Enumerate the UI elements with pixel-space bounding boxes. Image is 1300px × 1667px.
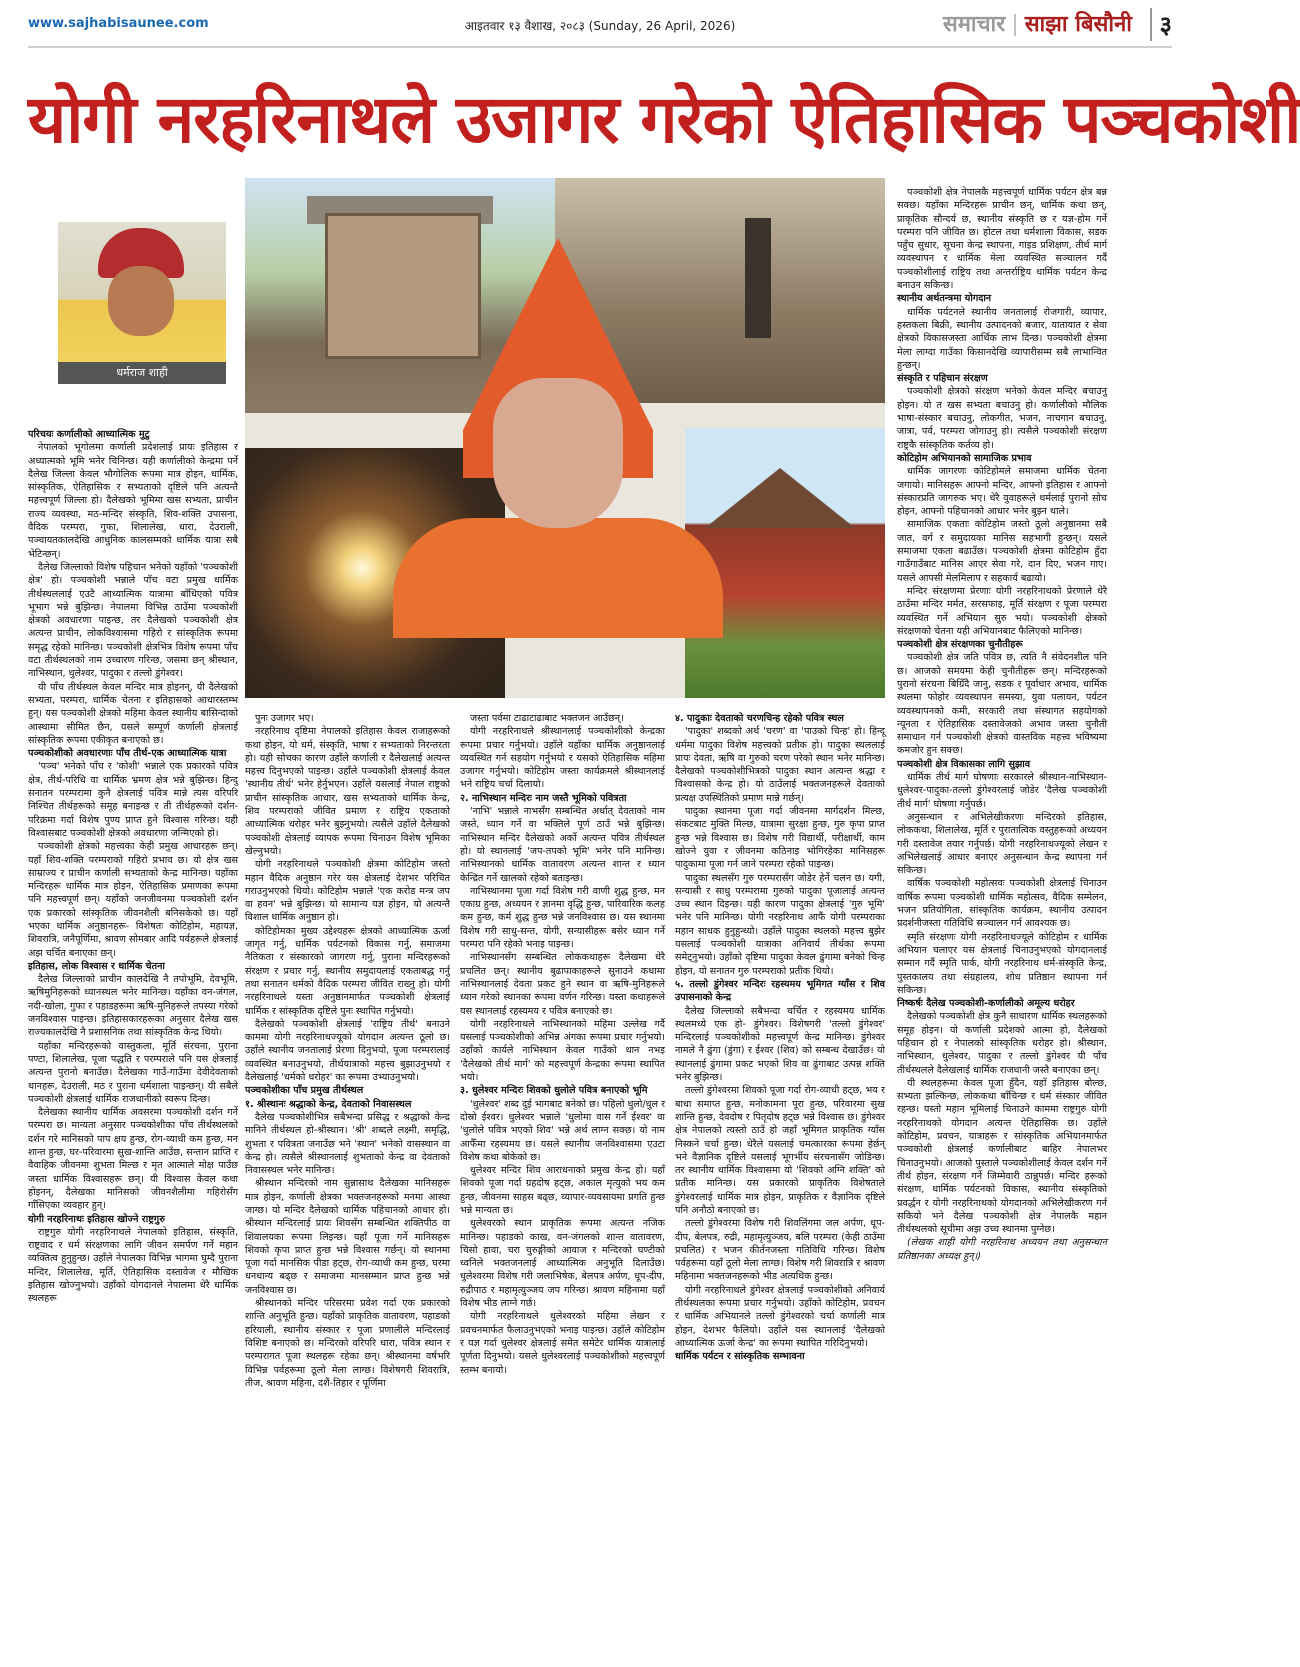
paragraph: धार्मिक पर्यटनले स्थानीय जनतालाई रोजगारी, व्यापार, हस्तकला बिक्री, स्थानीय उत्पादनको बजार, यातायात र सेवा क्षेत्रको विकासजस्ता आर्थिक लाभ दिन्छ। पञ्चकोशी क्षेत्रमा मेला लाग्दा गाउँका किसानदेखि व्यापारीसम्म सबै लाभान्वित हुन्छन्। <box>897 306 1107 371</box>
paragraph: दैलेख जिल्लाको विशेष पहिचान भनेको यहाँको 'पञ्चकोशी क्षेत्र' हो। पञ्चकोशी भन्नाले पाँच वटा प्रमुख धार्मिक तीर्थस्थललाई एउटै आध्यात्मिक यात्रामा बाँधिएको पवित्र भूभाग भन्ने बुझिन्छ। नेपालमा विभिन्न ठाउँमा पञ्चकोशी क्षेत्रको अवधारणा पाइन्छ, तर दैलेखको पञ्चकोशी क्षेत्र अत्यन्त प्राचीन, लोकविश्वासमा गहिरो र सांस्कृतिक रूपमा समृद्ध रहेको मानिन्छ। पञ्चकोशी क्षेत्रभित्र विशेष रूपमा पाँच वटा तीर्थस्थलको नाम उच्चारण गरिन्छ, जसमा छन् श्रीस्थान, नाभिस्थान, धुलेश्वर, पादुका र तल्लो डुंगेश्वर। <box>28 561 238 680</box>
subheading: पञ्चकोशी क्षेत्र संरक्षणका चुनौतीहरू <box>897 639 1023 651</box>
paragraph: पुनः उजागर भए। <box>255 713 314 724</box>
headline: योगी नरहरिनाथले उजागर गरेको ऐतिहासिक पञ्चकोशी <box>28 81 1300 158</box>
paragraph: श्रीस्थान मन्दिरको नाम सुन्नासाथ दैलेखका मानिसहरू मात्र होइन, कर्णाली क्षेत्रका भक्तजनहरूको मनमा आस्था जाग्छ। यो मन्दिर दैलेखको धार्मिक पहिचानको आधार हो। श्रीस्थान मन्दिरलाई प्रायः शिवसँग सम्बन्धित शक्तिपीठ वा शिवालयका रूपमा लिइन्छ। यहाँ पूजा गर्ने मानिसहरू शिवको कृपा प्राप्त हुन्छ भन्ने विश्वास गर्छन्। यो स्थानमा पूजा गर्दा मानसिक पीडा हट्छ, रोग-व्याधी कम हुन्छ, घरमा धनधान्य बढ्छ र समाजमा मानसम्मान प्राप्त हुन्छ भन्ने जनविश्वास छ। <box>245 1178 450 1296</box>
date-line: आइतवार १३ वैशाख, २०८३ (Sunday, 26 April, 2026) <box>464 19 736 33</box>
paragraph: जस्ता पर्वमा टाढाटाढाबाट भक्तजन आउँछन्। <box>470 713 624 724</box>
paragraph: स्मृति संरक्षणः योगी नरहरिनाथज्यूले कोटिहोम र धार्मिक अभियान चलाएर यस क्षेत्रलाई चिनाउनुभएको योगदानलाई सम्मान गर्दै स्मृति पार्क, योगी नरहरिनाथ धर्म-संस्कृति केन्द्र, पुस्तकालय तथा संग्रहालय, शोध प्रतिष्ठान स्थापना गर्न सकिन्छ। <box>897 931 1107 996</box>
paragraph: कोटिहोमका मुख्य उद्देश्यहरू क्षेत्रको आध्यात्मिक ऊर्जा जागृत गर्नु, धार्मिक पर्यटनको विकास गर्नु, समाजमा नैतिकता र संस्कारको जागरण गर्नु, पुराना मन्दिरहरूको संरक्षण र प्रचार गर्नु, स्थानीय समुदायलाई एकताबद्ध गर्नु तथा सनातन धर्मको वैदिक परम्परा जीवित राख्नु हो। योगी नरहरिनाथले यस्ता अनुष्ठानमार्फत पञ्चकोशी क्षेत्रलाई धार्मिक र सांस्कृतिक दृष्टिले पुनः स्थापित गर्नुभयो। <box>245 925 450 1017</box>
paragraph: योगी नरहरिनाथले नाभिस्थानको महिमा उल्लेख गर्दै यसलाई पञ्चकोशीको अभिन्न अंगका रूपमा प्रचार गर्नुभयो। उहाँको कार्यले नाभिस्थान केवल गाउँको थान नभइ 'दैलेखको तीर्थ मार्ग' को महत्त्वपूर्ण केन्द्रका रूपमा स्थापित भयो। <box>460 1018 665 1084</box>
paragraph: सामाजिक एकताः कोटिहोम जस्तो ठूलो अनुष्ठानमा सबै जात, वर्ग र समुदायका मानिस सहभागी हुन्छन्। यसले समाजमा एकता बढाउँछ। पञ्चकोशी क्षेत्रमा कोटिहोम हुँदा गाउँगाउँबाट मानिस आएर सेवा गरे, दान दिए, भजन गाए। यसले आपसी मेलमिलाप र सहकार्य बढायो। <box>897 519 1107 584</box>
masthead-bar <box>28 10 1172 48</box>
subheading: योगी नरहरिनाथः इतिहास खोज्ने राष्ट्रगुरु <box>28 1213 165 1225</box>
photo-collage <box>245 178 885 698</box>
paragraph: दैलेखको पञ्चकोशी क्षेत्रलाई 'राष्ट्रिय तीर्थ' बनाउने काममा योगी नरहरिनाथज्यूको योगदान अत्यन्त ठूलो छ। उहाँले स्थानीय जनतालाई प्रेरणा दिनुभयो, पूजा परम्परालाई व्यवस्थित बनाउनुभयो, तीर्थयात्राको महत्त्व बुझाउनुभयो र दैलेखलाई 'धर्मको धरोहर' का रूपमा उभ्याउनुभयो। <box>245 1018 450 1084</box>
subheading: पञ्चकोशी क्षेत्र विकासका लागि सुझाव <box>897 758 1031 770</box>
paragraph: 'पञ्च' भनेको पाँच र 'कोशी' भन्नाले एक प्रकारको पवित्र क्षेत्र, तीर्थ-परिधि वा धार्मिक भ्रमण क्षेत्र भन्ने बुझिन्छ। हिन्दु सनातन परम्परामा कुनै क्षेत्रलाई पवित्र मान्ने त्यस वरिपरि निश्चित तीर्थहरूको समूह बनाइन्छ र ती तीर्थहरूको दर्शन-परिक्रमा गर्दा विशेष पुण्य प्राप्त हुने विश्वास गरिन्छ। यही विश्वासबाट पञ्चकोशी क्षेत्रको अवधारणा जन्मिएको हो। <box>28 761 238 839</box>
paragraph: पादुका स्थलसँग गुरु परम्परासँग जोडेर हेर्ने चलन छ। यगी, सन्यासी र साधु परम्परामा गुरुको पादुका पूजालाई अत्यन्त उच्च स्थान दिइन्छ। यही कारण पादुका क्षेत्रलाई 'गुरु भूमि' भनेर पनि मानिन्छ। योगी नरहरिनाथ आफैं योगी परम्पराका महान साधक हुनुहुन्थ्यो। उहाँले पादुका स्थलको महत्त्व बुझेर यसलाई पञ्चकोशी यात्राका अनिवार्य तीर्थका रूपमा समेट्नुभयो। उहाँको दृष्टिमा पादुका केवल ढुंगामा बनेको चिन्ह होइन, यो सनातन गुरु परम्पराको प्रतीक थियो। <box>675 872 885 977</box>
paragraph: यी पाँच तीर्थस्थल केवल मन्दिर मात्र होइनन्, यी दैलेखको सभ्यता, परम्परा, धार्मिक चेतना र इतिहासको आधारस्तम्भ हुन्। यस पञ्चकोशी क्षेत्रको महिमा केवल स्थानीय बासिन्दाको आस्थामा सीमित छैन, यसले सम्पूर्ण कर्णाली क्षेत्रलाई सांस्कृतिक रूपमा एकीकृत बनाएको छ। <box>28 681 238 746</box>
paragraph: दैलेख पञ्चकोशीभित्र सबैभन्दा प्रसिद्ध र श्रद्धाको केन्द्र मानिने तीर्थस्थल हो-श्रीस्थान। 'श्री' शब्दले लक्ष्मी, समृद्धि, शुभता र पवित्रता जनाउँछ भने 'स्थान' भनेको वासस्थान वा केन्द्र हो। त्यसैले श्रीस्थानलाई शुभताको केन्द्र वा देवताको निवासस्थल भनेर मानिन्छ। <box>245 1111 450 1177</box>
author-face-shape <box>108 266 174 336</box>
subheading: इतिहास, लोक विश्वास र धार्मिक चेतना <box>28 960 165 972</box>
subheading: परिचयः कर्णालीको आध्यात्मिक मुटु <box>28 429 150 440</box>
paragraph: योगी नरहरिनाथले धुलेश्वरको महिमा लेखन र प्रवचनमार्फत फैलाउनुभएको भनाइ पाइन्छ। उहाँले कोटिहोम र यज्ञ गर्दा धुलेश्वर क्षेत्रलाई समेत समेटेर धार्मिक यात्रालाई पूर्णता दिनुभयो। यसले धुलेश्वरलाई पञ्चकोशीको महत्त्वपूर्ण स्तम्भ बनायो। <box>460 1311 665 1376</box>
author-photo <box>58 222 226 362</box>
subheading: १. श्रीस्थानः श्रद्धाको केन्द्र, देवताको निवासस्थल <box>245 1098 412 1110</box>
paragraph: नाभिस्थानसँग सम्बन्धित लोककथाहरू दैलेखमा धेरै प्रचलित छन्। स्थानीय बुढापाकाहरूले सुनाउने कथामा नाभिस्थानलाई देवता प्रकट हुने स्थान वा ऋषि-मुनिहरूले ध्यान गरेको स्थानका रूपमा वर्णन गरिन्छ। यस्ता कथाहरूले यस स्थानलाई रहस्यमय र पवित्र बनाएको छ। <box>460 952 665 1017</box>
paragraph: पञ्चकोशी क्षेत्र जति पवित्र छ, त्यति नै संवेदनशील पनि छ। आजको समयमा केही चुनौतीहरू छन्। मन्दिरहरूको पुरानो संरचना बिग्रिँदै जानु, सडक र पूर्वाधार अभाव, धार्मिक स्थलमा फोहोर व्यवस्थापन समस्या, युवा पलायन, पर्यटन व्यवस्थापनको कमी, सरकारी तथा संस्थागत सहयोगको न्यूनता र ऐतिहासिक दस्तावेजको अभाव जस्ता चुनौती समाधान गर्न पञ्चकोशी क्षेत्रको वास्तविक महत्त्व भविष्यमा कमजोर हुन सक्छ। <box>897 652 1107 757</box>
paragraph: योगी नरहरिनाथले पञ्चकोशी क्षेत्रमा कोटिहोम जस्तो महान वैदिक अनुष्ठान गरेर यस क्षेत्रलाई देशभर परिचित गराउनुभएको थियो। कोटिहोम भन्नाले 'एक करोड मन्त्र जप वा हवन' भन्ने बुझिन्छ। यो सामान्य यज्ञ होइन, यो अत्यन्तै विशाल धार्मिक अनुष्ठान हो। <box>245 859 450 924</box>
paragraph: योगी नरहरिनाथले श्रीस्थानलाई पञ्चकोशीको केन्द्रका रूपमा प्रचार गर्नुभयो। उहाँले यहाँका धार्मिक अनुष्ठानलाई व्यवस्थित गर्न सहयोग गर्नुभयो र यसको ऐतिहासिक महिमा उजागर गर्नुभयो। कोटिहोम जस्ता कार्यक्रमले श्रीस्थानलाई भने राष्ट्रिय चर्चा दिलायो। <box>460 726 665 791</box>
section-news-label: समाचार <box>942 12 1006 37</box>
paragraph: नेपालको भूगोलमा कर्णाली प्रदेशलाई प्रायः इतिहास र अध्यात्मको भूमि भनेर चिनिन्छ। यही कर्णालीको केन्द्रमा पर्ने दैलेख जिल्ला केवल भौगोलिक रूपमा मात्र होइन, धार्मिक, सांस्कृतिक, ऐतिहासिक र सभ्यताको दृष्टिले पनि अत्यन्तै महत्त्वपूर्ण जिल्ला हो। दैलेखको भूमिमा खस सभ्यता, प्राचीन राज्य व्यवस्था, मठ-मन्दिर संस्कृति, शिव-शक्ति उपासना, वैदिक परम्परा, गुफा, शिलालेख, धारा, देउराली, पञ्चायतकालदेखि आधुनिक कालसम्मको धार्मिक यात्रा सबै भेटिन्छन्। <box>28 442 238 560</box>
article-column-5 <box>897 186 1107 1656</box>
subheading: संस्कृति र पहिचान संरक्षण <box>897 373 988 385</box>
paragraph: नरहरिनाथ दृष्टिमा नेपालको इतिहास केवल राजाहरूको कथा होइन, यो धर्म, संस्कृति, भाषा र सभ्यताको निरन्तरता हो। यही सोचका कारण उहाँले कर्णाली र दैलेखलाई अत्यन्त महत्त्व दिनुभएको पाइन्छ। उहाँले पञ्चकोशी क्षेत्रलाई केवल 'स्थानीय तीर्थ' भनेर हेर्नुभएन। उहाँले यसलाई नेपाल राष्ट्रको प्राचीन सांस्कृतिक आधार, खस सभ्यताको धार्मिक केन्द्र, शिव परम्पराको जीवित प्रमाण र राष्ट्रिय एकताको आध्यात्मिक धरोहर भनेर बुझ्नुभयो। त्यसैले उहाँले दैलेखको पञ्चकोशी क्षेत्रलाई व्यापक रूपमा चिनाउन विशेष भूमिका खेल्नुभयो। <box>245 726 450 857</box>
paragraph: राष्ट्रगुरु योगी नरहरिनाथले नेपालको इतिहास, संस्कृति, राष्ट्रवाद र धर्म संरक्षणका लागि जीवन समर्पण गर्ने महान व्यक्तित्व हुनुहुन्छ। उहाँले नेपालका विभिन्न भागमा घुम्दै पुराना मन्दिर, शिलालेख, मूर्ति, ऐतिहासिक दस्तावेज र मौखिक इतिहास खोज्नुभयो। उहाँको योगदानले नेपालमा धेरै धार्मिक स्थलहरू <box>28 1226 238 1305</box>
page-number: ३ <box>1150 8 1172 41</box>
paragraph: पञ्चकोशी क्षेत्रको संरक्षण भनेको केवल मन्दिर बचाउनु होइन। यो त खस सभ्यता बचाउनु हो। कर्णालीको मौलिक भाषा-संस्कार बचाउनु, लोकगीत, भजन, नाचगान बचाउनु, जात्रा, पर्व, परम्परा जोगाउनु हो। त्यसैले पञ्चकोशी संरक्षण राष्ट्रकै सांस्कृतिक कर्तव्य हो। <box>897 386 1107 451</box>
article-column-1 <box>28 428 238 1648</box>
paragraph: दैलेख जिल्लाको प्राचीन कालदेखि नै तपोभूमि, देवभूमि, ऋषिमुनिहरूको ध्यानस्थल भनेर मानिन्छ। यहाँका वन-जंगल, नदी-खोला, गुफा र पहाडहरूमा ऋषि-मुनिहरूले तपस्या गरेको जनविश्वास पाइन्छ। इतिहासकारहरूका अनुसार दैलेख खस राज्यकालदेखि नै प्रशासनिक तथा सांस्कृतिक केन्द्र थियो। <box>28 974 238 1039</box>
section-name-label: साझा बिसौनी <box>1024 12 1132 37</box>
site-url-link[interactable]: www.sajhabisaunee.com <box>28 16 209 31</box>
article-column-3 <box>460 712 665 1652</box>
paragraph: तल्लो डुंगेश्वरमा विशेष गरी शिवलिंगमा जल अर्पण, धूप-दीप, बेलपत्र, रुद्री, महामृत्युञ्जय, बलि परम्परा (केही ठाउँमा प्रचलित) र भजन कीर्तनजस्ता गतिविधि गरिन्छ। विशेष पर्वहरूमा यहाँ ठूलो मेला लाग्छ। विशेष गरी शिवरात्रि र श्रावण महिनामा भक्तजनहरूको भीड अत्यधिक हुन्छ। <box>675 1218 885 1283</box>
article-column-4 <box>675 712 885 1652</box>
paragraph: पञ्चकोशी क्षेत्र नेपालकै महत्त्वपूर्ण धार्मिक पर्यटन क्षेत्र बन्न सक्छ। यहाँका मन्दिरहरू प्राचीन छन्, धार्मिक कथा छन्, प्राकृतिक सौन्दर्य छ, स्थानीय संस्कृति छ र यज्ञ-होम गर्ने परम्परा पनि जीवित छ। होटल तथा धर्मशाला विकास, सडक पहुँच सुधार, सूचना केन्द्र स्थापना, गाइड प्रशिक्षण, तीर्थ मार्ग व्यवस्थापन र धार्मिक मेला व्यवस्थित सञ्चालन गर्दै पञ्चकोशीलाई राष्ट्रिय तथा अन्तर्राष्ट्रिय धार्मिक पर्यटन केन्द्र बनाउन सकिन्छ। <box>897 187 1107 292</box>
subheading: ५. तल्लो डुंगेश्वर मन्दिरः रहस्यमय भूमिगत ग्याँस र शिव उपासनाको केन्द्र <box>675 978 885 1004</box>
subheading: २. नाभिस्थान मन्दिरः नाम जस्तै भूमिको पवित्रता <box>460 792 627 804</box>
subheading: धार्मिक पर्यटन र सांस्कृतिक सम्भावना <box>675 1351 805 1363</box>
yogi-portrait <box>393 238 723 638</box>
paragraph: 'धुलेश्वर' शब्द दुई भागबाट बनेको छ। पहिलो धुलो/धुल र दोस्रो ईश्वर। धुलेश्वर भन्नाले 'धुलोमा वास गर्ने ईश्वर' वा 'धुलोले पवित्र भएको शिव' भन्ने अर्थ लाग्न सक्छ। यो नाम आफैँमा रहस्यमय छ। यसले स्थानीय जनविश्वासमा एउटा विशेष कथा बोकेको छ। <box>460 1098 665 1163</box>
subheading: पञ्चकोशीको अवधारणाः पाँच तीर्थ-एक आध्यात्मिक यात्रा <box>28 748 227 760</box>
paragraph: 'नाभि' भन्नाले नाभसँग सम्बन्धित अर्थात् देवताको नाम जस्ते, ध्यान गर्ने वा भक्तिले पूर्ण ठाउँ भन्ने बुझिन्छ। नाभिस्थान मन्दिर दैलेखको अर्को अत्यन्त पवित्र तीर्थस्थल हो। यो स्थानलाई 'जप-तपको भूमि' भनेर पनि मानिन्छ। नाभिस्थानको धार्मिक वातावरण अत्यन्त शान्त र ध्यान केन्द्रित गर्ने खालको रहेको बताइन्छ। <box>460 806 665 884</box>
paragraph: दैलेखको पञ्चकोशी क्षेत्र कुनै साधारण धार्मिक स्थलहरूको समूह होइन। यो कर्णाली प्रदेशको आत्मा हो, दैलेखको पहिचान हो र नेपालको सांस्कृतिक धरोहर हो। श्रीस्थान, नाभिस्थान, धुलेश्वर, पादुका र तल्लो डुंगेश्वर यी पाँच तीर्थस्थलले दैलेखलाई धार्मिक राजधानी जस्तै बनाएका छन्। <box>897 1011 1107 1076</box>
paragraph: श्रीस्थानको मन्दिर परिसरमा प्रवेश गर्दा एक प्रकारको शान्ति अनुभूति हुन्छ। यहाँको प्राकृतिक वातावरण, पहाडको हरियाली, स्थानीय संस्कार र पूजा प्रणालीले मन्दिरलाई विशिष्ट बनाएको छ। मन्दिरको वरिपरि धारा, पवित्र स्थान र परम्परागत पूजा स्थलहरू रहेका छन्। श्रीस्थानमा वर्षभरि विभिन्न पर्वहरूमा ठूलो मेला लाग्छ। विशेषगरी शिवरात्रि, तीज, श्रावण महिना, दशैं-तिहार र पूर्णिमा <box>245 1298 450 1389</box>
subheading: निष्कर्षः दैलेख पञ्चकोशी-कर्णालीको अमूल्य धरोहर <box>897 998 1075 1010</box>
paragraph: धार्मिक जागरणः कोटिहोमले समाजमा धार्मिक चेतना जगायो। मानिसहरू आफ्नो मन्दिर, आफ्नो इतिहास र आफ्नो संस्कारप्रति जागरुक भए। धेरै युवाहरूले धर्मलाई पुरानो सोच होइन, आफ्नो पहिचानको आधार भनेर बुझ्न थाले। <box>897 466 1107 518</box>
paragraph: योगी नरहरिनाथले डुंगेश्वर क्षेत्रलाई पञ्चकोशीको अनिवार्य तीर्थस्थलका रूपमा प्रचार गर्नुभयो। उहाँको कोटिहोम, प्रवचन र धार्मिक अभियानले तल्लो डुंगेश्वरको चर्चा कर्णाली मात्र होइन, देशभर फैलियो। उहाँले यस स्थानलाई 'दैलेखको आध्यात्मिक ऊर्जा केन्द्र' का रूपमा स्थापित गरिदिनुभयो। <box>675 1284 885 1349</box>
subheading: ४. पादुकाः देवताको चरणचिन्ह रहेको पवित्र स्थल <box>675 713 844 724</box>
section-title: समाचार | साझा बिसौनी <box>942 12 1132 37</box>
paragraph: धार्मिक तीर्थ मार्ग घोषणाः सरकारले श्रीस्थान-नाभिस्थान-धुलेश्वर-पादुका-तल्लो डुंगेश्वरलाई जोडेर 'दैलेख पञ्चकोशी तीर्थ मार्ग' घोषणा गर्नुपर्छ। <box>897 772 1107 810</box>
subheading: कोटिहोम अभियानको सामाजिक प्रभाव <box>897 452 1032 464</box>
paragraph: मन्दिर संरक्षणमा प्रेरणाः योगी नरहरिनाथको प्रेरणाले धेरै ठाउँमा मन्दिर मर्मत, सरसफाइ, मूर्ति संरक्षण र पूजा परम्परा व्यवस्थित गर्ने अभियान सुरु भयो। पञ्चकोशी क्षेत्रको संरक्षणको चेतना यही अभियानबाट फैलिएको मानिन्छ। <box>897 585 1107 637</box>
paragraph: अनुसन्धान र अभिलेखीकरणः मन्दिरको इतिहास, लोककथा, शिलालेख, मूर्ति र पुरातात्विक वस्तुहरूको अध्ययन गरी दस्तावेज तयार गर्नुपर्छ। योगी नरहरिनाथज्यूको लेखन र अभिलेखलाई आधार बनाएर अनुसन्धान केन्द्र स्थापना गर्न सकिन्छ। <box>897 811 1107 877</box>
author-note: (लेखक शाही योगी नरहरिनाथ अध्ययन तथा अनुसन्धान प्रतिष्ठानका अध्यक्ष हुन्।) <box>897 1237 1107 1262</box>
paragraph: वार्षिक पञ्चकोशी महोत्सवः पञ्चकोशी क्षेत्रलाई चिनाउन वार्षिक रूपमा पञ्चकोशी धार्मिक महोत्सव, वैदिक सम्मेलन, भजन प्रतियोगिता, सांस्कृतिक कार्यक्रम, स्थानीय उत्पादन प्रदर्शनीजस्ता गतिविधि सञ्चालन गर्न आवश्यक छ। <box>897 878 1107 930</box>
paragraph: यहाँका मन्दिरहरूको वास्तुकला, मूर्ति संरचना, पुराना पण्टा, शिलालेख, पूजा पद्धति र परम्पराले पनि यस क्षेत्रलाई अत्यन्त पुरानो बनाउँछ। दैलेखका गाउँ-गाउँमा देवीदेवताको थानहरू, देउराली, मठ र पुराना धर्मशाला पाइन्छन्। यी सबैले पञ्चकोशी क्षेत्रलाई धार्मिक राजधानीको स्वरूप दिन्छ। <box>28 1040 238 1105</box>
subheading: पञ्चकोशीका पाँच प्रमुख तीर्थस्थल <box>245 1085 364 1097</box>
subheading: ३. धुलेश्वर मन्दिरः शिवको धुलोले पवित्र बनाएको भूमि <box>460 1085 648 1097</box>
paragraph: दैलेख जिल्लाको सबैभन्दा चर्चित र रहस्यमय धार्मिक स्थलमध्ये एक हो- डुंगेश्वर। विशेषगरी 'तल्लो डुंगेश्वर' मन्दिरलाई पञ्चकोशीको महत्त्वपूर्ण केन्द्र मानिन्छ। डुंगेश्वर नामले नै ढुंगा (डुंगा) र ईश्वर (शिव) को सम्बन्ध देखाउँछ। यो स्थानलाई ढुंगामा प्रकट भएको शिव वा ढुंगाबाट उत्पन्न शक्ति भनेर बुझिन्छ। <box>675 1005 885 1084</box>
paragraph: तल्लो डुंगेश्वरमा शिवको पूजा गर्दा रोग-व्याधी हट्छ, भय र बाधा समाप्त हुन्छ, मनोकामना पूरा हुन्छ, परिवारमा सुख शान्ति हुन्छ, देवदोष र पितृदोष हट्छ भन्ने विश्वास छ। डुंगेश्वर क्षेत्र नेपालको त्यस्तो ठाउँ हो जहाँ भूमिगत प्राकृतिक ग्याँस निस्कने चर्चा हुन्छ। धेरैले यसलाई चमत्कारका रूपमा हेर्छन् भने वैज्ञानिक दृष्टिले यसलाई भूगर्भीय संरचनासँग जोडिन्छ। तर स्थानीय धार्मिक विश्वासमा यो 'शिवको अग्नि शक्ति' को प्रतीक मानिन्छ। यस प्रकारको प्राकृतिक विशेषताले डुंगेश्वरलाई धार्मिक मात्र होइन, प्राकृतिक र वैज्ञानिक दृष्टिले पनि अनौठो बनाएको छ। <box>675 1085 885 1216</box>
paragraph: धुलेश्वरको स्थान प्राकृतिक रूपमा अत्यन्त नजिक मानिन्छ। पहाडको काख, वन-जंगलको शान्त वातावरण, चिसो हावा, चरा चुरुङ्गीको आवाज र मन्दिरको घण्टीको ध्वनिले भक्तजनलाई आध्यात्मिक अनुभूति दिलाउँछ। धुलेश्वरमा विशेष गरी जलाभिषेक, बेलपत्र अर्पण, धूप-दीप, रुद्रीपाठ र महामृत्युञ्जय जप गरिन्छ। श्रावण महिनामा यहाँ विशेष भीड लाग्ने गर्छ। <box>460 1218 665 1310</box>
paragraph: यी स्थलहरूमा केवल पूजा हुँदैन, यहाँ इतिहास बोल्छ, सभ्यता झल्किन्छ, लोककथा बाँचिन्छ र धर्म संस्कार जीवित रहन्छ। यस्तो महान भूमिलाई चिनाउने काममा राष्ट्रगुरु योगी नरहरिनाथको योगदान अत्यन्त ऐतिहासिक छ। उहाँले कोटिहोम, प्रवचन, यात्राहरू र सांस्कृतिक अभियानमार्फत पञ्चकोशी क्षेत्रलाई कर्णालीबाट बाहिर नेपालभर चिनाउनुभयो। आजको पुस्ताले पञ्चकोशीलाई केवल दर्शन गर्ने तीर्थ होइन, संरक्षण गर्ने जिम्मेवारी ठान्नुपर्छ। मन्दिर हरूको संरक्षण, धार्मिक पर्यटनको विकास, स्थानीय संस्कृतिको प्रवर्द्धन र योगी नरहरिनाथको योगदानको अभिलेखीकरण गर्न सकियो भने दैलेख पञ्चकोशी क्षेत्र नेपालकै महान तीर्थस्थलको सूचीमा अझ उच्च स्थानमा पुग्नेछ। <box>897 1077 1107 1236</box>
paragraph: नाभिस्थानमा पूजा गर्दा विशेष गरी वाणी शुद्ध हुन्छ, मन एकाग्र हुन्छ, अध्ययन र ज्ञानमा वृद्धि हुन्छ, पारिवारिक कलह कम हुन्छ, कर्म शुद्ध हुन्छ भन्ने जनविश्वास छ। यस स्थानमा विशेष गरी साधु-सन्त, योगी, सन्यासीहरू बसेर ध्यान गर्ने परम्परा पनि रहेको भनाइ पाइन्छ। <box>460 885 665 951</box>
paragraph: दैलेखका स्थानीय धार्मिक अवसरमा पञ्चकोशी दर्शन गर्ने परम्परा छ। मान्यता अनुसार पञ्चकोशीका पाँच तीर्थस्थलको दर्शन गरे मानिसको पाप क्षय हुन्छ, रोग-व्याधी कम हुन्छ, मन शान्त हुन्छ, घर-परिवारमा सुख-शान्ति आउँछ, सन्तान प्राप्ति र वैवाहिक जीवनमा शुभता मिल्छ र मृत आत्माले मोक्ष पाउँछ जस्ता धार्मिक विश्वासहरू छन्। यी विश्वास केवल कथा होइनन्, दैलेखका मानिसको जीवनशैलीमा गहिरोसँग गाँसिएका व्यवहार हुन्। <box>28 1107 238 1212</box>
paragraph: पादुका स्थानमा पूजा गर्दा जीवनमा मार्गदर्शन मिल्छ, संकटबाट मुक्ति मिल्छ, यात्रामा सुरक्षा हुन्छ, गुरु कृपा प्राप्त हुन्छ भन्ने विश्वास छ। विशेष गरी विद्यार्थी, परीक्षार्थी, काम खोज्ने युवा र जीवनमा कठिनाइ भोगिरहेका मानिसहरू पादुकामा पूजा गर्न जाने परम्परा रहेको पाइन्छ। <box>675 806 885 871</box>
paragraph: धुलेश्वर मन्दिर शिव आराधनाको प्रमुख केन्द्र हो। यहाँ शिवको पूजा गर्दा ग्रहदोष हट्छ, अकाल मृत्युको भय कम हुन्छ, जीवनमा साहस बढ्छ, व्यापार-व्यवसायमा प्रगति हुन्छ भन्ने मान्यता छ। <box>460 1165 665 1216</box>
paragraph: पञ्चकोशी क्षेत्रको महत्त्वका केही प्रमुख आधारहरू छन्। यहाँ शिव-शक्ति परम्पराको गहिरो प्रभाव छ। यो क्षेत्र खस साम्राज्य र प्राचीन कर्णाली सभ्यताको केन्द्र मानिन्छ। यहाँका मन्दिरहरू धार्मिक मात्र होइन, ऐतिहासिक प्रमाणका रूपमा पनि महत्त्वपूर्ण छन्। यहाँको जनजीवनमा पञ्चकोशी दर्शन एक प्रकारको सांस्कृतिक जीवनशैली बनिसकेको छ। यहाँ भएका धार्मिक अनुष्ठानहरू- विशेषतः कोटिहोम, महायज्ञ, शिवरात्रि, जनैपूर्णिमा, श्रावण सोमबार आदि पर्वहरूले क्षेत्रलाई अझ चर्चित बनाएका छन्। <box>28 841 238 959</box>
subheading: स्थानीय अर्थतन्त्रमा योगदान <box>897 293 992 305</box>
article-column-2 <box>245 712 450 1652</box>
paragraph: 'पादुका' शब्दको अर्थ 'चरण' वा 'पाउको चिन्ह' हो। हिन्दू धर्ममा पादुका विशेष महत्त्वको प्रतीक हो। पादुका स्थललाई प्रायः देवता, ऋषि वा गुरुको चरण परेको स्थान भनेर मानिन्छ। दैलेखको पञ्चकोशीभित्रको पादुका स्थान अत्यन्त श्रद्धा र विश्वासको केन्द्र हो। यो ठाउँलाई भक्तजनहरूले देवताको प्रत्यक्ष उपस्थितिको प्रमाण मान्ने गर्छन्। <box>675 726 885 804</box>
author-caption: धर्मराज शाही <box>58 362 226 384</box>
